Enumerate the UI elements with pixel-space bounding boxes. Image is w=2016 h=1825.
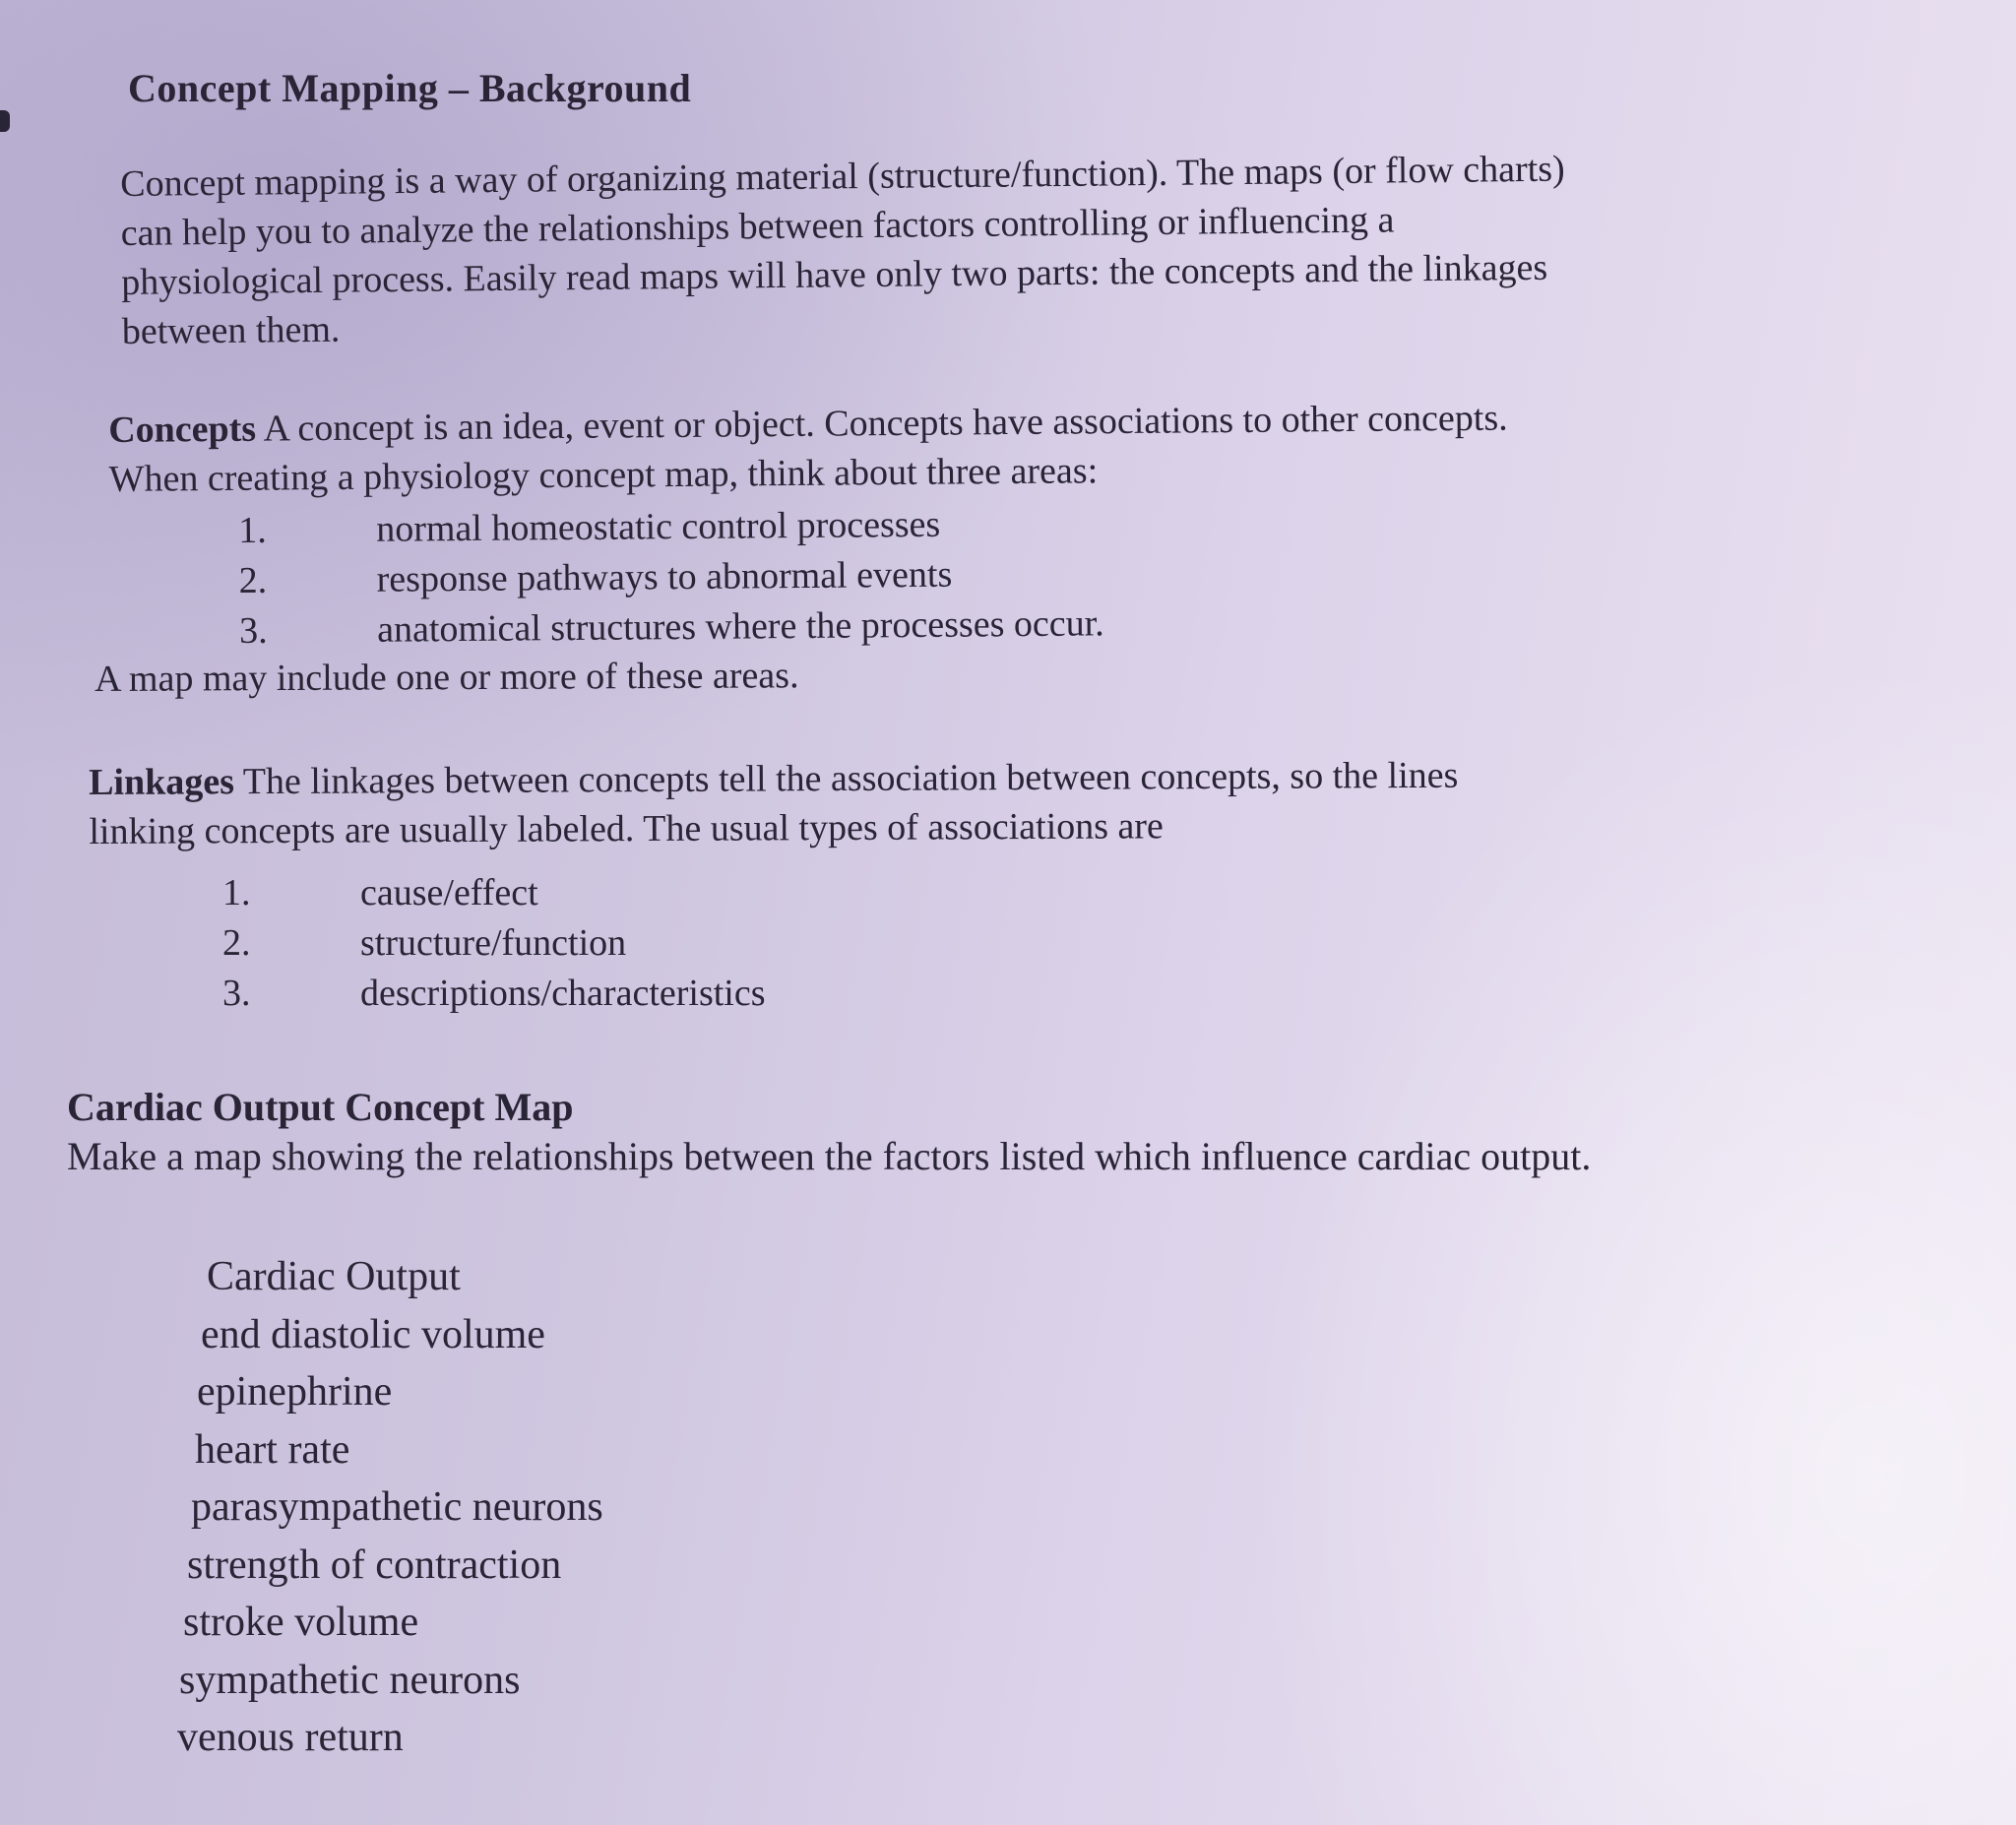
concepts-list: [238, 498, 1104, 657]
list-text: descriptions/characteristics: [360, 973, 766, 1014]
list-text: structure/function: [360, 922, 627, 964]
linkages-line-1: [89, 751, 1458, 807]
linkages-heading: Linkages: [89, 761, 235, 803]
factor-list: [177, 1248, 603, 1767]
linkages-text: The linkages between concepts tell the association between concepts, so the lines: [233, 754, 1459, 803]
list-item: [222, 918, 766, 969]
cardiac-section: [67, 1083, 1591, 1181]
factor-item: Cardiac Output: [207, 1254, 461, 1299]
list-text: cause/effect: [360, 872, 538, 913]
intro-line: physiological process. Easily read maps will have only two parts: the concepts and the linkages: [121, 246, 1548, 303]
linkages-paragraph: [89, 751, 1459, 856]
list-text: normal homeostatic control processes: [376, 503, 941, 550]
list-item: [222, 868, 766, 918]
concepts-text: A concept is an idea, event or object. Concepts have associations to other concepts.: [255, 397, 1508, 450]
factor-item: stroke volume: [183, 1600, 419, 1645]
intro-paragraph: [120, 145, 1567, 356]
factor-item: epinephrine: [197, 1369, 393, 1415]
page-edge-mark: [0, 110, 10, 132]
concepts-trailing-note: A map may include one or more of these areas.: [94, 655, 799, 700]
factor-item: sympathetic neurons: [179, 1657, 521, 1703]
list-text: anatomical structures where the processes occur.: [376, 602, 1104, 651]
list-number: 2.: [238, 559, 268, 601]
factor-item: strength of contraction: [187, 1542, 562, 1588]
list-number: 2.: [222, 922, 251, 964]
list-number: 1.: [222, 872, 251, 913]
factor-item: heart rate: [195, 1426, 350, 1473]
intro-line: can help you to analyze the relationships between factors controlling or influencing a: [120, 199, 1395, 254]
concepts-line-2: When creating a physiology concept map, think about three areas:: [108, 450, 1099, 500]
list-item: [238, 498, 1103, 556]
factor-item: end diastolic volume: [201, 1311, 545, 1357]
cardiac-description: Make a map showing the relationships between the factors listed which influence cardiac output.: [67, 1134, 1592, 1178]
list-item: [222, 969, 766, 1019]
factor-item: venous return: [177, 1715, 404, 1760]
linkages-list: [222, 868, 766, 1019]
list-item: [239, 598, 1104, 657]
intro-line: Concept mapping is a way of organizing material (structure/function). The maps (or flow charts): [120, 148, 1565, 205]
list-number: 1.: [238, 509, 267, 551]
list-number: 3.: [238, 609, 268, 652]
page-title: Concept Mapping – Background: [128, 66, 692, 110]
list-number: 3.: [222, 973, 251, 1014]
concepts-heading: Concepts: [108, 408, 257, 451]
linkages-line-2: linking concepts are usually labeled. The usual types of associations are: [89, 805, 1164, 852]
intro-line: between them.: [121, 308, 341, 352]
cardiac-heading: Cardiac Output Concept Map: [67, 1085, 574, 1129]
concepts-paragraph: [108, 394, 1508, 504]
list-text: response pathways to abnormal events: [376, 553, 953, 600]
factor-item: parasympathetic neurons: [191, 1484, 603, 1530]
list-item: [238, 548, 1103, 606]
